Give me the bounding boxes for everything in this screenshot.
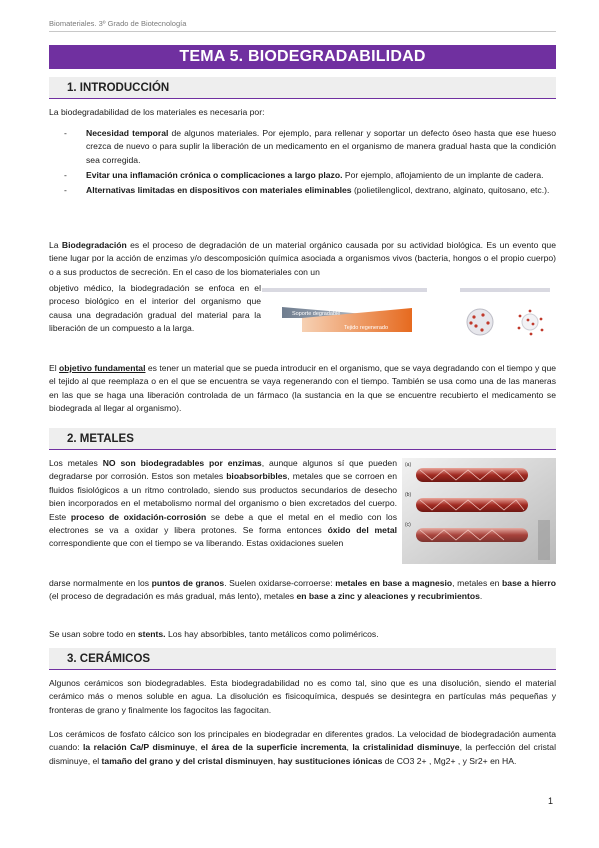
- particle-sphere-right: [518, 310, 544, 336]
- running-header: Biomateriales. 3º Grado de Biotecnología: [49, 19, 187, 28]
- figure-panel-label: (b): [405, 492, 412, 498]
- list-item: - Necesidad temporal de algunos materiales. Por ejemplo, para rellenar y soportar un defecto óseo hasta que ese hueso crezca de nuevo o para suplir la liberación de un medicamento en el organismo de manera gradual hasta que la condición sea corregida.: [49, 127, 556, 167]
- ceramics-paragraph: Algunos cerámicos son biodegradables. Esta biodegradabilidad no es como tal, sino que es una disolución, siendo el material cerámico más o menos soluble en agua. La disolución es fisicoquímica, después se desintegra en partículas más pequeñas y fronteras de grano y finalmente los fagocitos las fagocitan.: [49, 678, 556, 715]
- section-heading-ceramicos: [49, 648, 556, 670]
- time-axis-bar: [538, 520, 550, 560]
- stents-paragraph: Se usan sobre todo en stents. Los hay absorbibles, tanto metálicos como poliméricos.: [49, 629, 379, 639]
- intro-paragraph: La biodegradabilidad de los materiales es necesaria por:: [49, 107, 265, 117]
- figure-label-scaffold: Soporte degradable: [292, 311, 341, 317]
- metals-oxidation-paragraph: darse normalmente en los puntos de granos. Suelen oxidarse-corroerse: metales en base a magnesio, metales en base a hierro (el proceso de degradación es más gradual, más lento), metales en base a zinc y aleaciones y recubrimientos.: [49, 578, 556, 602]
- intro-bullet-list: [49, 127, 556, 199]
- biodegradation-objective-paragraph: objetivo médico, la biodegradación se enfoca en el proceso biológico en el interior del organismo que causa una degradación gradual del material para la liberación de un compuesto a la larga.: [49, 283, 261, 334]
- figure-label-tissue: Tejido regenerado: [344, 325, 389, 331]
- biodegradation-definition: La Biodegradación es el proceso de degradación de un material orgánico causada por su actividad biológica. Es un evento que tiene lugar por la acción de enzimas y/o descomposición química asociada a organismos vivos (bacteria, hongos o el propio cuerpo) o a sus productos de secreción. En el caso de los biomateriales con un: [49, 240, 556, 277]
- scaffold-degradation-figure: [262, 286, 557, 344]
- page-number: 1: [548, 796, 554, 806]
- page-title: TEMA 5. BIODEGRADABILIDAD: [179, 48, 426, 65]
- particle-sphere-left: [467, 309, 493, 335]
- section-title: 2. METALES: [67, 432, 134, 445]
- figure-panel-label: (a): [405, 462, 412, 468]
- section-heading-intro: [49, 77, 556, 99]
- stent-tube: [416, 528, 528, 542]
- fundamental-objective-paragraph: El objetivo fundamental es tener un material que se pueda introducir en el organismo, que se vaya degradando con el tiempo y que el tejido al que reemplaza o en el que se encuentra se vaya regenerando con el tiempo. También se usa como una de las maneras en las que se haga una liberación controlada de un fármaco (la sustancia en la que se encuentre recubierto el medicamento se biodegrada al llegar al organismo).: [49, 363, 557, 414]
- metals-paragraph: Los metales NO son biodegradables por enzimas, aunque algunos sí que pueden degradarse por corrosión. Estos son metales bioabsorbibles, metales que se corroen en fluidos fisiológicos a un ritmo controlado, siendo sus productos secundarios de desecho bien incorporados en el metabolismo normal del organismo o bien excretados del cuerpo. Este proceso de oxidación-corrosión se debe a que el metal en el medio con los electrones se va a oxidar y libera protones. Se forma entonces óxido del metal correspondiente que con el tiempo se va liberando. Estas oxidaciones suelen: [49, 458, 397, 549]
- header-divider: [49, 31, 556, 32]
- figure-panel-label: (c): [405, 522, 411, 528]
- section-title: 1. INTRODUCCIÓN: [67, 81, 170, 94]
- calcium-phosphate-paragraph: Los cerámicos de fosfato cálcico son los principales en biodegradar en diferentes grados. La velocidad de biodegradación aumenta cuando: la relación Ca/P disminuye, el área de la superficie incrementa, la cristalinidad disminuye, la perfección del cristal disminuye, el tamaño del grano y del cristal disminuyen, hay sustituciones iónicas de CO3 2+ , Mg2+ , y Sr2+ en HA.: [49, 729, 556, 766]
- section-title: 3. CERÁMICOS: [67, 652, 151, 665]
- figure-top-microscopy-strip: [262, 288, 550, 292]
- stent-corrosion-figure: [402, 458, 556, 564]
- list-item: - Alternativas limitadas en dispositivos con materiales eliminables (polietilenglicol, dextrano, alginato, quitosano, etc.).: [49, 184, 556, 197]
- stent-tube: [416, 468, 528, 482]
- section-heading-metales: [49, 428, 556, 450]
- stent-tube: [416, 498, 528, 512]
- list-item: - Evitar una inflamación crónica o complicaciones a largo plazo. Por ejemplo, aflojamiento de un implante de cadera.: [49, 169, 556, 182]
- page-title-bar: [49, 45, 556, 69]
